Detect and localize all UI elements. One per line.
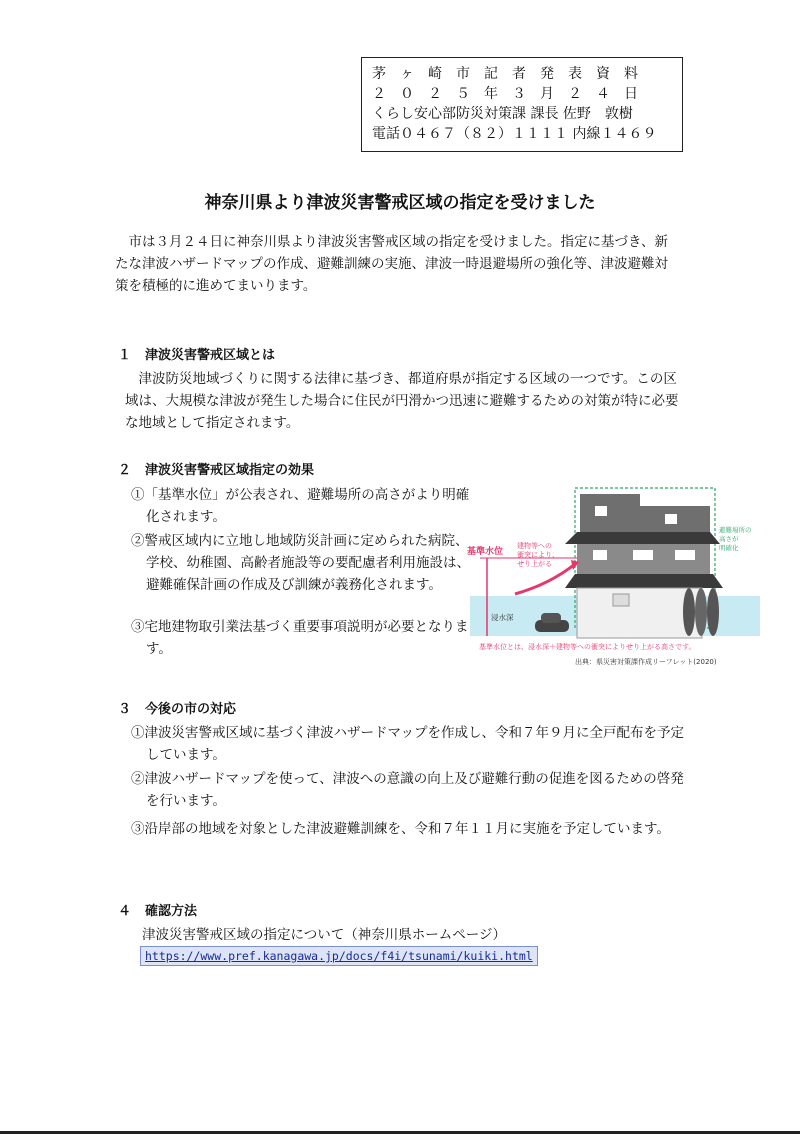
figure-caption: 基準水位とは、浸水深＋建物等への衝突によりせり上がる高さです。 xyxy=(479,643,696,651)
label-impact-2: 衝突により、 xyxy=(517,551,559,559)
kanagawa-url-link[interactable]: https://www.pref.kanagawa.jp/docs/f4i/tsunami/kuiki.html xyxy=(140,946,538,966)
section-2-item-2: ②警戒区域内に立地し地域防災計画に定められた病院、学校、幼稚園、高齢者施設等の要配慮者利用施設は、避難確保計画の作成及び訓練が義務化されます。 xyxy=(131,533,470,593)
section-3-item-2: ②津波ハザードマップを使って、津波への意識の向上及び避難行動の促進を図るための啓発を行います。 xyxy=(131,771,684,809)
roof-lower xyxy=(565,574,723,588)
section-3-heading xyxy=(118,698,236,717)
section-2-heading xyxy=(118,459,314,478)
section-4-number: ４ xyxy=(118,904,132,919)
section-4-title: 確認方法 xyxy=(145,904,198,919)
section-4-heading xyxy=(118,900,197,919)
section-1-heading xyxy=(118,344,275,363)
label-evac-3: 明確化 xyxy=(719,544,739,552)
page-title: 神奈川県より津波災害警戒区域の指定を受けました xyxy=(204,193,596,213)
tree xyxy=(707,588,719,636)
tsunami-figure xyxy=(465,484,765,670)
window xyxy=(595,506,607,516)
car-cabin xyxy=(541,613,561,623)
tree xyxy=(683,588,695,636)
label-impact-1: 建物等への xyxy=(517,542,552,550)
window xyxy=(593,550,607,560)
section-2-item-3: ③宅地建物取引業法基づく重要事項説明が必要となります。 xyxy=(131,619,469,657)
window xyxy=(665,514,677,524)
roof-upper xyxy=(565,532,720,544)
intro-paragraph: 市は３月２４日に神奈川県より津波災害警戒区域の指定を受けました。指定に基づき、新たな津波ハザードマップの作成、避難訓練の実施、津波一時退避場所の強化等、津波避難対策を積極的に進めてまいります。 xyxy=(115,234,668,294)
header-date: ２ ０ ２ ５ 年 ３ 月 ２ ４ 日 xyxy=(372,86,638,102)
label-evac-2: 高さが xyxy=(719,535,739,543)
press-release-header xyxy=(361,57,683,152)
header-phone: 電話０４６７（８２）１１１１ 内線１４６９ xyxy=(372,126,657,142)
section-1-title: 津波災害警戒区域とは xyxy=(145,348,276,363)
label-base-water: 基準水位 xyxy=(467,547,504,557)
section-1-body: 津波防災地域づくりに関する法律に基づき、都道府県が指定する区域の一つです。この区域は、大規模な津波が発生した場合に住民が円滑かつ迅速に避難するための対策が特に必要な地域として指定されます。 xyxy=(125,371,679,431)
label-flood-depth: 浸水深 xyxy=(491,613,514,622)
section-2-number: ２ xyxy=(118,463,132,478)
window xyxy=(675,550,695,560)
section-3-item-1: ①津波災害警戒区域に基づく津波ハザードマップを作成し、令和７年９月に全戸配布を予定しています。 xyxy=(131,725,684,763)
tree xyxy=(695,588,707,636)
section-3-title: 今後の市の対応 xyxy=(145,702,237,717)
section-1-number: １ xyxy=(118,348,132,363)
label-evac-1: 避難場所の xyxy=(719,526,752,534)
surge-arrow xyxy=(515,564,575,594)
figure-source: 出典：県災害対策課作成リーフレット(2020) xyxy=(575,658,717,666)
header-department: くらし安心部防災対策課 課長 佐野 敦樹 xyxy=(372,106,633,122)
section-3-number: ３ xyxy=(118,702,132,717)
window xyxy=(633,550,653,560)
section-2-item-1: ①「基準水位」が公表され、避難場所の高さがより明確化されます。 xyxy=(131,487,470,525)
label-impact-3: せり上がる xyxy=(517,560,552,568)
building-top-left xyxy=(580,494,640,532)
window xyxy=(613,594,629,606)
section-3-item-3: ③沿岸部の地域を対象とした津波避難訓練を、令和７年１１月に実施を予定しています。 xyxy=(131,821,670,837)
header-line-1: 茅 ヶ 崎 市 記 者 発 表 資 料 xyxy=(372,66,638,82)
section-2-title: 津波災害警戒区域指定の効果 xyxy=(145,463,315,478)
section-4-body: 津波災害警戒区域の指定について（神奈川県ホームページ） xyxy=(142,927,506,943)
